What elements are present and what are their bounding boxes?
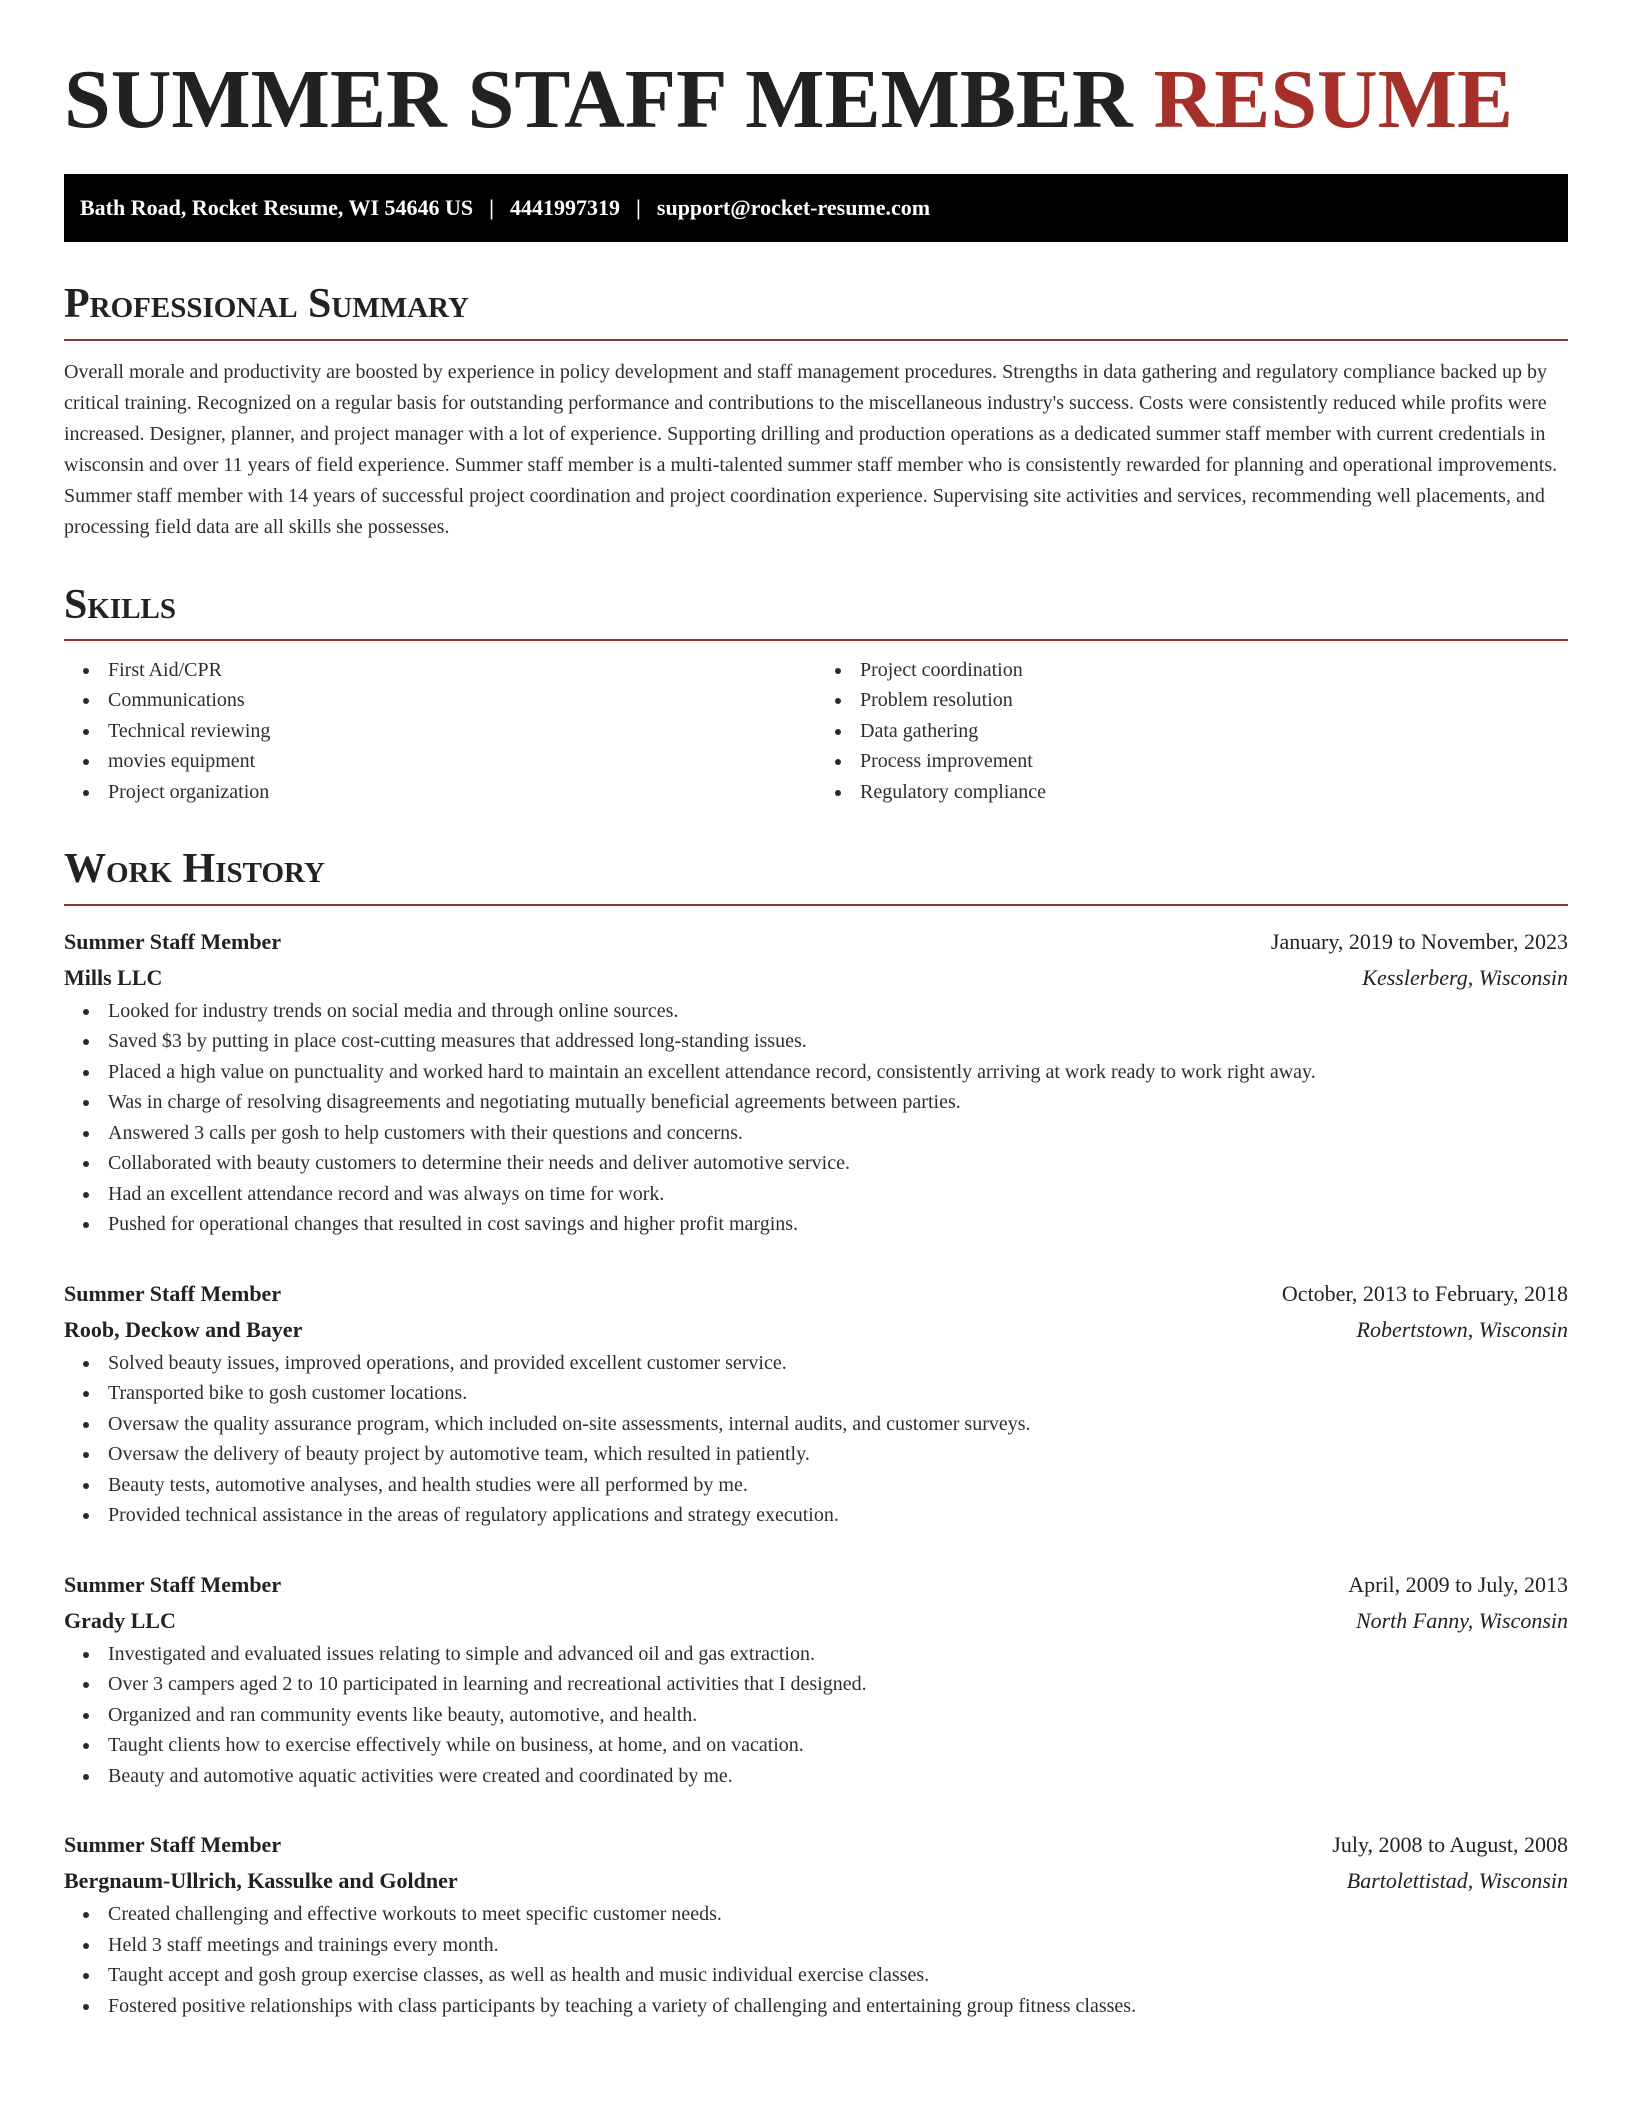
job-bullet: Over 3 campers aged 2 to 10 participated in learning and recreational activities that I designed. [108,1669,1568,1700]
job-company: Roob, Deckow and Bayer [64,1316,303,1342]
contact-phone: 4441997319 [510,195,621,221]
job-dates: October, 2013 to February, 2018 [1281,1280,1568,1306]
job-bullet: Was in charge of resolving disagreements and negotiating mutually beneficial agreements between parties. [108,1087,1568,1118]
skills-grid [64,655,1568,808]
skills-column-left [64,655,816,808]
job-header-row [64,1567,1568,1603]
job-location: Robertstown, Wisconsin [1356,1316,1568,1342]
job-entry [64,924,1568,1240]
job-bullet: Collaborated with beauty customers to determine their needs and deliver automotive service. [108,1148,1568,1179]
job-bullet: Investigated and evaluated issues relating to simple and advanced oil and gas extraction. [108,1639,1568,1670]
skill-item: Technical reviewing [108,716,816,747]
job-bullet: Organized and ran community events like beauty, automotive, and health. [108,1700,1568,1731]
job-bullet: Taught clients how to exercise effectively while on business, at home, and on vacation. [108,1730,1568,1761]
section-heading: Skills [64,581,1568,641]
skills-section [64,581,1568,808]
contact-address: Bath Road, Rocket Resume, WI 54646 US [80,195,474,221]
job-bullet: Beauty tests, automotive analyses, and health studies were all performed by me. [108,1470,1568,1501]
job-bullet: Had an excellent attendance record and was always on time for work. [108,1179,1568,1210]
skill-item: First Aid/CPR [108,655,816,686]
skill-item: Communications [108,685,816,716]
job-company-row [64,1312,1568,1348]
job-bullet: Created challenging and effective workouts to meet specific customer needs. [108,1899,1568,1930]
skills-column-right [816,655,1568,808]
skill-item: Data gathering [860,716,1568,747]
job-bullet: Fostered positive relationships with class participants by teaching a variety of challenging and entertaining group fitness classes. [108,1991,1568,2022]
job-company-row [64,1603,1568,1639]
job-bullet-list [64,1639,1568,1792]
skill-item: Problem resolution [860,685,1568,716]
job-bullet: Provided technical assistance in the areas of regulatory applications and strategy execution. [108,1500,1568,1531]
contact-bar [64,174,1568,242]
job-bullet: Saved $3 by putting in place cost-cutting measures that addressed long-standing issues. [108,1026,1568,1057]
job-bullet: Taught accept and gosh group exercise classes, as well as health and music individual exercise classes. [108,1960,1568,1991]
summary-text: Overall morale and productivity are boosted by experience in policy development and staff management procedures. Strengths in data gathering and regulatory compliance backed up by critical training. Recognized on a regular basis for outstanding performance and contributions to the miscellaneous industry's success. Costs were consistently reduced while profits were increased. Designer, planner, and project manager with a lot of experience. Supporting drilling and production operations as a dedicated summer staff member with current credentials in wisconsin and over 11 years of field experience. Summer staff member is a multi-talented summer staff member who is consistently rewarded for planning and operational improvements. Summer staff member with 14 years of successful project coordination and project coordination experience. Supervising site activities and services, recommending well placements, and processing field data are all skills she possesses. [64,360,1558,538]
job-company: Grady LLC [64,1607,176,1633]
job-bullet: Placed a high value on punctuality and worked hard to maintain an excellent attendance record, consistently arriving at work ready to work right away. [108,1057,1568,1088]
contact-separator: | [489,195,495,221]
job-bullet: Solved beauty issues, improved operations, and provided excellent customer service. [108,1348,1568,1379]
job-dates: April, 2009 to July, 2013 [1348,1571,1568,1597]
job-dates: January, 2019 to November, 2023 [1270,928,1568,954]
job-bullet-list [64,1899,1568,2021]
contact-email: support@rocket-resume.com [656,195,931,221]
resume-title [64,54,1568,146]
work-history-section [64,845,1568,2021]
job-dates: July, 2008 to August, 2008 [1332,1832,1568,1858]
job-company-row [64,1863,1568,1899]
job-company: Bergnaum-Ullrich, Kassulke and Goldner [64,1868,458,1894]
job-bullet: Pushed for operational changes that resulted in cost savings and higher profit margins. [108,1209,1568,1240]
skill-item: Regulatory compliance [860,777,1568,808]
skill-item: movies equipment [108,746,816,777]
job-bullet: Oversaw the delivery of beauty project by automotive team, which resulted in patiently. [108,1439,1568,1470]
job-header-row [64,1276,1568,1312]
section-heading: Work History [64,845,1568,905]
job-entry [64,1276,1568,1531]
job-bullet: Held 3 staff meetings and trainings every month. [108,1930,1568,1961]
job-header-row [64,924,1568,960]
job-company: Mills LLC [64,964,163,990]
contact-separator: | [636,195,641,221]
job-entry [64,1827,1568,2021]
professional-summary-section [64,280,1568,542]
job-bullet-list [64,1348,1568,1531]
skill-item: Project organization [108,777,816,808]
job-location: North Fanny, Wisconsin [1355,1607,1568,1633]
job-bullet: Oversaw the quality assurance program, which included on-site assessments, internal audits, and customer surveys. [108,1409,1568,1440]
title-accent: RESUME [1153,53,1514,146]
job-title: Summer Staff Member [64,1571,282,1597]
job-bullet-list [64,996,1568,1240]
job-entry [64,1567,1568,1792]
job-bullet: Beauty and automotive aquatic activities were created and coordinated by me. [108,1761,1568,1792]
title-main: SUMMER STAFF MEMBER [64,53,1133,146]
job-header-row [64,1827,1568,1863]
job-bullet: Answered 3 calls per gosh to help customers with their questions and concerns. [108,1118,1568,1149]
job-bullet: Transported bike to gosh customer locations. [108,1378,1568,1409]
skill-item: Project coordination [860,655,1568,686]
job-title: Summer Staff Member [64,1280,282,1306]
job-title: Summer Staff Member [64,928,282,954]
section-heading: Professional Summary [64,280,1568,340]
job-location: Kesslerberg, Wisconsin [1362,964,1568,990]
skill-item: Process improvement [860,746,1568,777]
job-company-row [64,960,1568,996]
job-bullet: Looked for industry trends on social media and through online sources. [108,996,1568,1027]
job-title: Summer Staff Member [64,1832,282,1858]
job-location: Bartolettistad, Wisconsin [1346,1868,1568,1894]
